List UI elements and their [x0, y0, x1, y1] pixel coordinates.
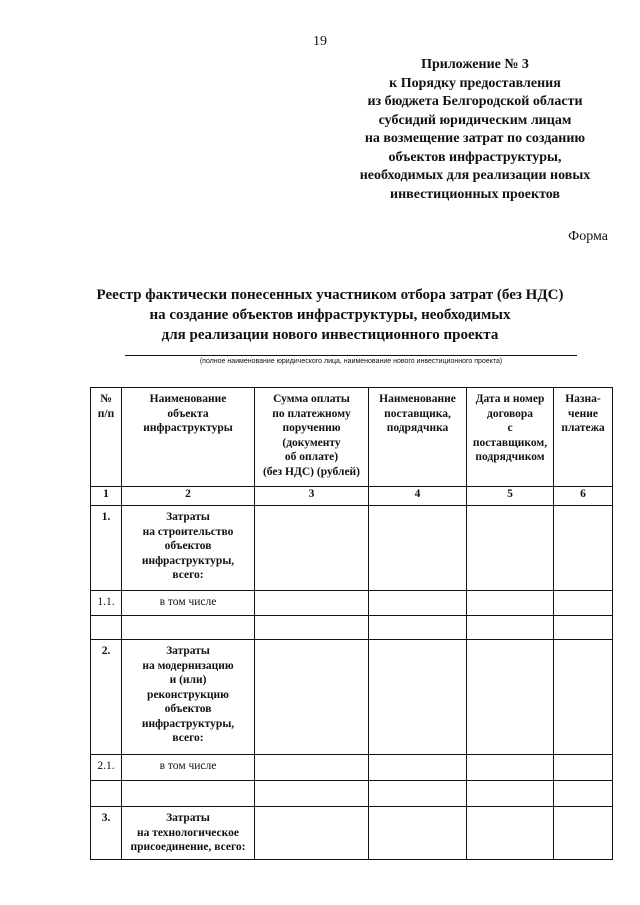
empty-cell	[255, 591, 369, 616]
row-number: 1.	[91, 506, 122, 591]
table-row-section-2	[91, 640, 613, 755]
table-row-blank	[91, 616, 613, 640]
table-row-subsection-2-1	[91, 755, 613, 781]
empty-cell	[467, 616, 554, 640]
row-name: Затраты на модернизацию и (или) реконструкцию объектов инфраструктуры, всего:	[122, 640, 255, 755]
row-name: в том числе	[122, 755, 255, 781]
empty-cell	[369, 591, 467, 616]
empty-cell	[255, 616, 369, 640]
empty-cell	[554, 781, 613, 807]
appendix-line: необходимых для реализации новых	[359, 168, 591, 183]
empty-cell	[467, 781, 554, 807]
appendix-line: Приложение № 3	[421, 57, 529, 72]
table-row-subsection-1-1	[91, 591, 613, 616]
column-number: 5	[467, 487, 554, 506]
form-label: Форма	[568, 229, 608, 244]
title-line: Реестр фактически понесенных участником отбора затрат (без НДС)	[96, 287, 564, 303]
appendix-header	[330, 56, 620, 204]
title-line: на создание объектов инфраструктуры, необходимых	[149, 307, 511, 323]
column-number: 4	[369, 487, 467, 506]
empty-cell	[554, 616, 613, 640]
header-cell-payment-amount: Сумма оплаты по платежному поручению (документу об оплате) (без НДС) (рублей)	[255, 388, 369, 487]
empty-cell	[255, 755, 369, 781]
document-title	[90, 285, 570, 345]
column-number: 6	[554, 487, 613, 506]
empty-cell	[467, 591, 554, 616]
empty-cell	[369, 807, 467, 860]
header-cell-supplier: Наименование поставщика, подрядчика	[369, 388, 467, 487]
empty-cell	[467, 755, 554, 781]
empty-cell	[91, 616, 122, 640]
appendix-line: к Порядку предоставления	[389, 75, 561, 91]
empty-cell	[467, 807, 554, 860]
table-row-section-1	[91, 506, 613, 591]
table-row-blank	[91, 781, 613, 807]
header-cell-object-name: Наименование объекта инфраструктуры	[122, 388, 255, 487]
title-line: для реализации нового инвестиционного проекта	[161, 327, 499, 343]
empty-cell	[369, 781, 467, 807]
empty-cell	[369, 506, 467, 591]
empty-cell	[255, 781, 369, 807]
appendix-line: объектов инфраструктуры,	[388, 149, 562, 165]
column-number-row	[91, 487, 613, 506]
empty-cell	[467, 640, 554, 755]
empty-cell	[369, 616, 467, 640]
appendix-line: инвестиционных проектов	[390, 186, 560, 202]
fill-in-line	[125, 355, 577, 356]
empty-cell	[554, 640, 613, 755]
row-number: 2.	[91, 640, 122, 755]
appendix-line: субсидий юридическим лицам	[378, 112, 572, 128]
empty-cell	[255, 807, 369, 860]
header-cell-contract: Дата и номер договора с поставщиком, подрядчиком	[467, 388, 554, 487]
appendix-line: из бюджета Белгородской области	[367, 94, 583, 109]
empty-cell	[122, 616, 255, 640]
fill-in-caption: (полное наименование юридического лица, наименование нового инвестиционного проекта)	[199, 358, 503, 365]
column-number: 2	[122, 487, 255, 506]
row-name: Затраты на технологическое присоединение, всего:	[122, 807, 255, 860]
empty-cell	[91, 781, 122, 807]
empty-cell	[122, 781, 255, 807]
empty-cell	[369, 755, 467, 781]
row-number: 1.1.	[91, 591, 122, 616]
register-table	[90, 387, 613, 860]
row-name: в том числе	[122, 591, 255, 616]
empty-cell	[554, 807, 613, 860]
row-name: Затраты на строительство объектов инфраструктуры, всего:	[122, 506, 255, 591]
empty-cell	[255, 640, 369, 755]
column-number: 1	[91, 487, 122, 506]
appendix-line: на возмещение затрат по созданию	[364, 131, 586, 146]
empty-cell	[554, 506, 613, 591]
empty-cell	[369, 640, 467, 755]
table-row-section-3	[91, 807, 613, 860]
table-header-row	[91, 388, 613, 487]
header-cell-number: № п/п	[91, 388, 122, 487]
empty-cell	[467, 506, 554, 591]
empty-cell	[255, 506, 369, 591]
page-number: 19	[313, 34, 327, 49]
column-number: 3	[255, 487, 369, 506]
row-number: 3.	[91, 807, 122, 860]
empty-cell	[554, 755, 613, 781]
empty-cell	[554, 591, 613, 616]
header-cell-purpose: Назна- чение платежа	[554, 388, 613, 487]
row-number: 2.1.	[91, 755, 122, 781]
